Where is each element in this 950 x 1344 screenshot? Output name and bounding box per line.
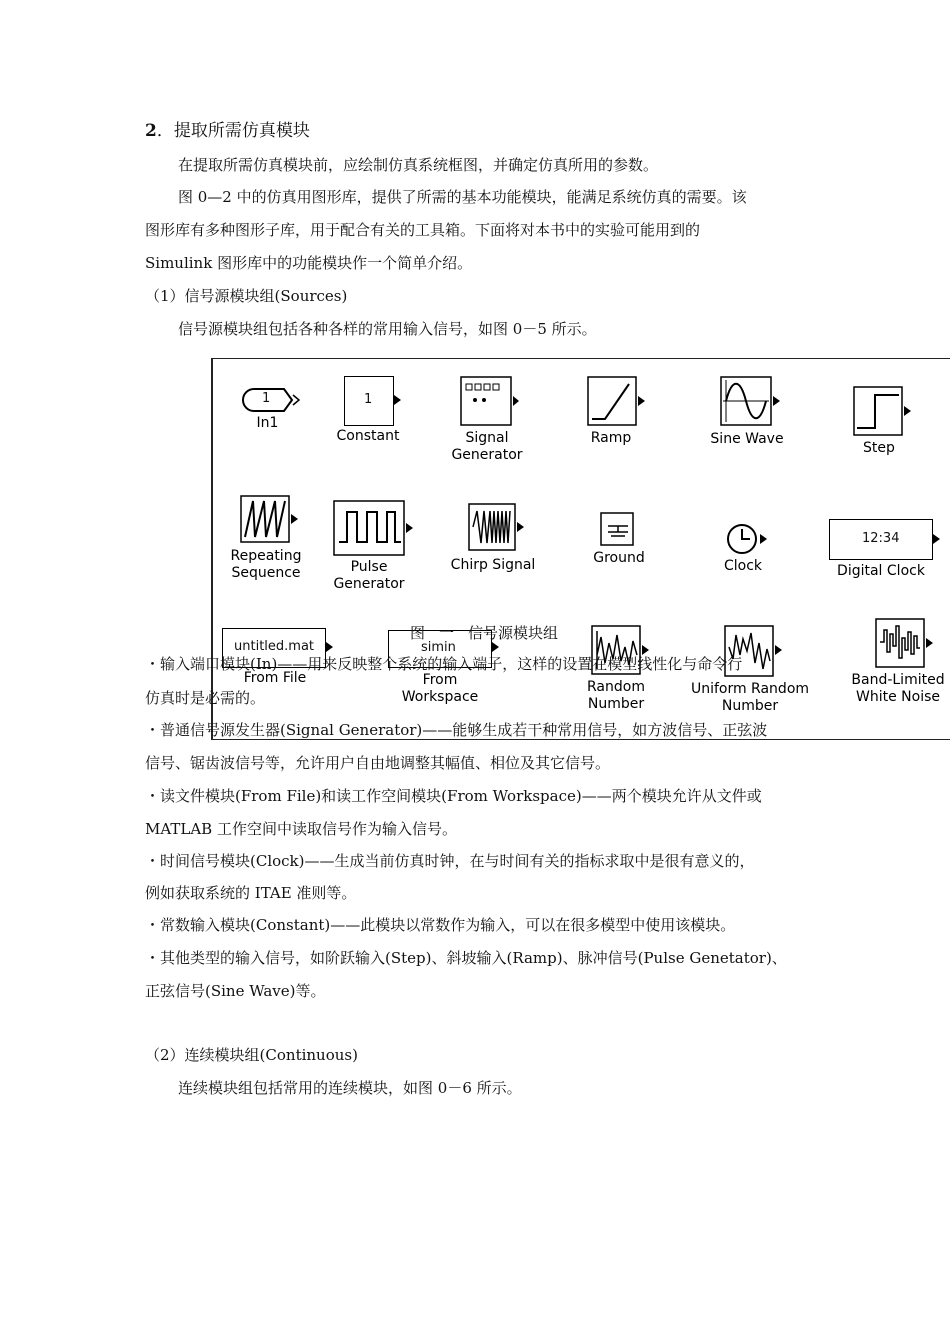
chirp-signal-block (468, 503, 528, 555)
from-workspace-value: simin (421, 640, 456, 655)
uniform-random-number-label-1: Uniform Random (690, 681, 810, 697)
bullet-fromfile-line-1: ・读文件模块(From File)和读工作空间模块(From Workspace)——两个模块允许从文件或 (145, 787, 762, 805)
paragraph-1: 在提取所需仿真模块前，应绘制仿真系统框图，并确定仿真所用的参数。 (178, 156, 659, 174)
in1-label: In1 (256, 415, 279, 431)
digital-clock-label: Digital Clock (837, 563, 925, 579)
chirp-signal-label: Chirp Signal (450, 557, 536, 573)
signal-generator-label-1: Signal (465, 430, 509, 446)
sine-wave-label: Sine Wave (710, 431, 784, 447)
repeating-sequence-label-2: Sequence (231, 565, 301, 581)
clock-block (725, 522, 771, 558)
pulse-generator-label-1: Pulse (350, 559, 388, 575)
constant-value: 1 (364, 392, 373, 407)
bullet-others-line-2: 正弦信号(Sine Wave)等。 (145, 982, 326, 1000)
constant-port-icon (394, 395, 401, 405)
paragraph-2-line-3: Simulink 图形库中的功能模块作一个简单介绍。 (145, 254, 473, 272)
constant-label: Constant (336, 428, 400, 444)
band-limited-white-noise-label-2: White Noise (856, 689, 940, 705)
step-label: Step (863, 440, 895, 456)
subsection-sources-title: （1）信号源模块组(Sources) (145, 287, 348, 305)
from-file-port-icon (326, 642, 333, 652)
ramp-label: Ramp (590, 430, 632, 446)
repeating-sequence-block (240, 495, 300, 547)
bullet-constant: ・常数输入模块(Constant)——此模块以常数作为输入，可以在很多模型中使用该模块。 (145, 916, 736, 934)
digital-clock-port-icon (933, 534, 940, 544)
figure-caption: 图 一 信号源模块组 (410, 624, 559, 642)
ground-block (600, 512, 640, 550)
clock-label: Clock (723, 558, 763, 574)
continuous-paragraph: 连续模块组包括常用的连续模块，如图 0－6 所示。 (178, 1079, 522, 1097)
uniform-random-number-label-2: Number (721, 698, 779, 714)
band-limited-white-noise-block (875, 618, 935, 672)
in1-block (240, 385, 302, 415)
step-block (853, 386, 913, 438)
bullet-fromfile-line-2: MATLAB 工作空间中读取信号作为输入信号。 (145, 820, 457, 838)
paragraph-2-line-2: 图形库有多种图形子库，用于配合有关的工具箱。下面将对本书中的实验可能用到的 (145, 221, 701, 239)
signal-generator-block (460, 376, 520, 428)
subsection-continuous-title: （2）连续模块组(Continuous) (145, 1046, 358, 1064)
bullet-in-line-1: ・输入端口模块(In)——用来反映整个系统的输入端子，这样的设置在模型线性化与命令行 (145, 655, 743, 673)
from-file-value: untitled.mat (234, 639, 315, 654)
random-number-label-1: Random (587, 679, 645, 695)
pulse-generator-block (333, 500, 415, 558)
pulse-generator-label-2: Generator (333, 576, 405, 592)
from-file-label: From File (243, 670, 307, 686)
digital-clock-value: 12:34 (862, 531, 900, 546)
bullet-siggen-line-1: ・普通信号源发生器(Signal Generator)——能够生成若干种常用信号，如方波信号、正弦波 (145, 721, 768, 739)
from-workspace-label-2: Workspace (401, 689, 479, 705)
section-heading: 2．提取所需仿真模块 (145, 121, 310, 141)
paragraph-2-line-1: 图 0—2 中的仿真用图形库，提供了所需的基本功能模块，能满足系统仿真的需要。该 (178, 188, 747, 206)
bullet-siggen-line-2: 信号、锯齿波信号等，允许用户自由地调整其幅值、相位及其它信号。 (145, 754, 611, 772)
from-workspace-label-1: From (422, 672, 458, 688)
bullet-clock-line-1: ・时间信号模块(Clock)——生成当前仿真时钟，在与时间有关的指标求取中是很有意义的， (145, 852, 755, 870)
in1-value: 1 (262, 391, 271, 406)
signal-generator-label-2: Generator (451, 447, 523, 463)
ground-label: Ground (593, 550, 645, 566)
bullet-others-line-1: ・其他类型的输入信号，如阶跃输入(Step)、斜坡输入(Ramp)、脉冲信号(Pulse Genetator)、 (145, 949, 787, 967)
band-limited-white-noise-label-1: Band-Limited (851, 672, 945, 688)
sine-wave-block (720, 376, 782, 428)
repeating-sequence-label-1: Repeating (230, 548, 302, 564)
from-workspace-port-icon (492, 642, 499, 652)
sources-paragraph: 信号源模块组包括各种各样的常用输入信号，如图 0－5 所示。 (178, 320, 597, 338)
random-number-label-2: Number (587, 696, 645, 712)
bullet-in-line-2: 仿真时是必需的。 (145, 689, 266, 707)
ramp-block (587, 376, 647, 428)
bullet-clock-line-2: 例如获取系统的 ITAE 准则等。 (145, 884, 357, 902)
